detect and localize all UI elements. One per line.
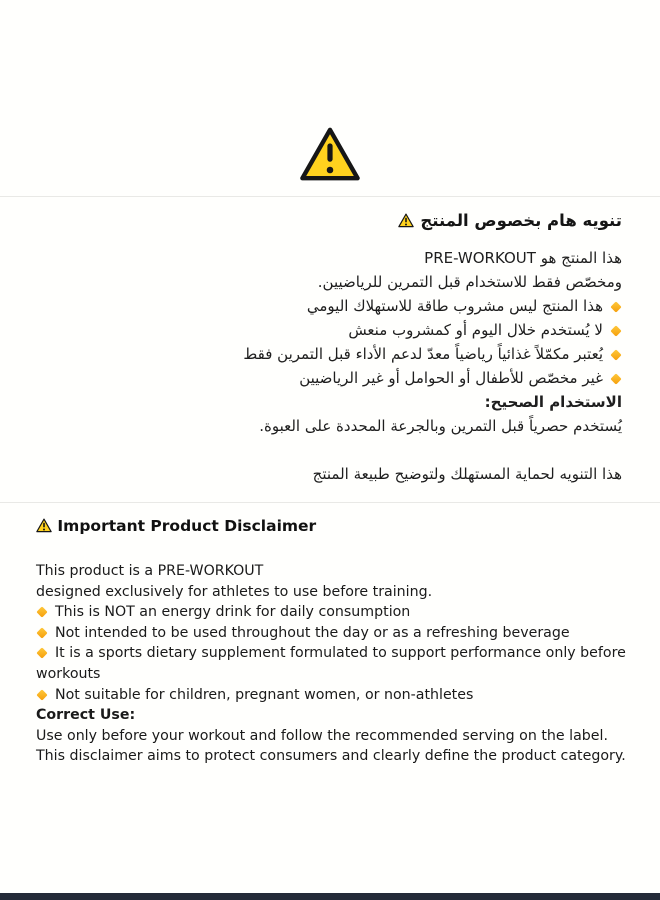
english-intro-line: This product is a PRE-WORKOUT — [36, 563, 264, 579]
bottom-bar — [0, 893, 660, 900]
english-bullet: It is a sports dietary supplement formulated to support performance only before workouts — [36, 645, 626, 682]
diamond-bullet-icon — [36, 648, 47, 659]
diamond-bullet-icon — [610, 349, 621, 360]
diamond-bullet-icon — [610, 301, 621, 312]
arabic-bullet: هذا المنتج ليس مشروب طاقة للاستهلاك اليومي — [38, 294, 622, 318]
arabic-correct-use-title: الاستخدام الصحيح: — [484, 393, 622, 411]
arabic-bullet: لا يُستخدم خلال اليوم أو كمشروب منعش — [38, 318, 622, 342]
english-correct-use-title: Correct Use: — [36, 707, 136, 724]
diamond-bullet-icon — [610, 325, 621, 336]
arabic-heading-text: تنويه هام بخصوص المنتج — [420, 211, 622, 230]
english-heading — [36, 517, 630, 535]
diamond-bullet-icon — [36, 689, 47, 700]
english-bullet: Not suitable for children, pregnant women, or non-athletes — [36, 685, 630, 706]
diamond-bullet-icon — [36, 627, 47, 638]
top-warning-area — [0, 0, 660, 186]
warning-triangle-icon — [299, 126, 361, 183]
english-intro-line: designed exclusively for athletes to use before training. — [36, 583, 433, 600]
arabic-intro-line: ومخصّص فقط للاستخدام قبل التمرين للرياضيين. — [317, 273, 622, 291]
arabic-correct-use-text: يُستخدم حصرياً قبل التمرين وبالجرعة المحددة على العبوة. — [259, 417, 622, 435]
diamond-bullet-icon — [610, 373, 621, 384]
english-correct-use-line: Use only before your workout and follow the recommended serving on the label. — [36, 727, 608, 744]
arabic-intro-line: هذا المنتج هو PRE-WORKOUT — [424, 249, 622, 267]
english-bullet: Not intended to be used throughout the day or as a refreshing beverage — [36, 623, 630, 644]
diamond-bullet-icon — [36, 607, 47, 618]
arabic-bullet: يُعتبر مكمّلاً غذائياً رياضياً معدّ لدعم الأداء قبل التمرين فقط — [38, 342, 622, 366]
warning-icon — [36, 518, 52, 533]
arabic-bullet: غير مخصّص للأطفال أو الحوامل أو غير الرياضيين — [38, 366, 622, 390]
arabic-footer-note: هذا التنويه لحماية المستهلك ولتوضيح طبيعة المنتج — [312, 465, 622, 483]
english-correct-use-line: This disclaimer aims to protect consumers and clearly define the product category. — [36, 748, 626, 765]
arabic-disclaimer-section — [0, 197, 660, 486]
english-disclaimer-section — [0, 503, 660, 767]
english-heading-text: Important Product Disclaimer — [57, 517, 317, 535]
arabic-heading — [38, 211, 622, 230]
arabic-body — [38, 246, 622, 486]
english-bullet: This is NOT an energy drink for daily consumption — [36, 602, 630, 623]
warning-icon — [398, 213, 414, 228]
